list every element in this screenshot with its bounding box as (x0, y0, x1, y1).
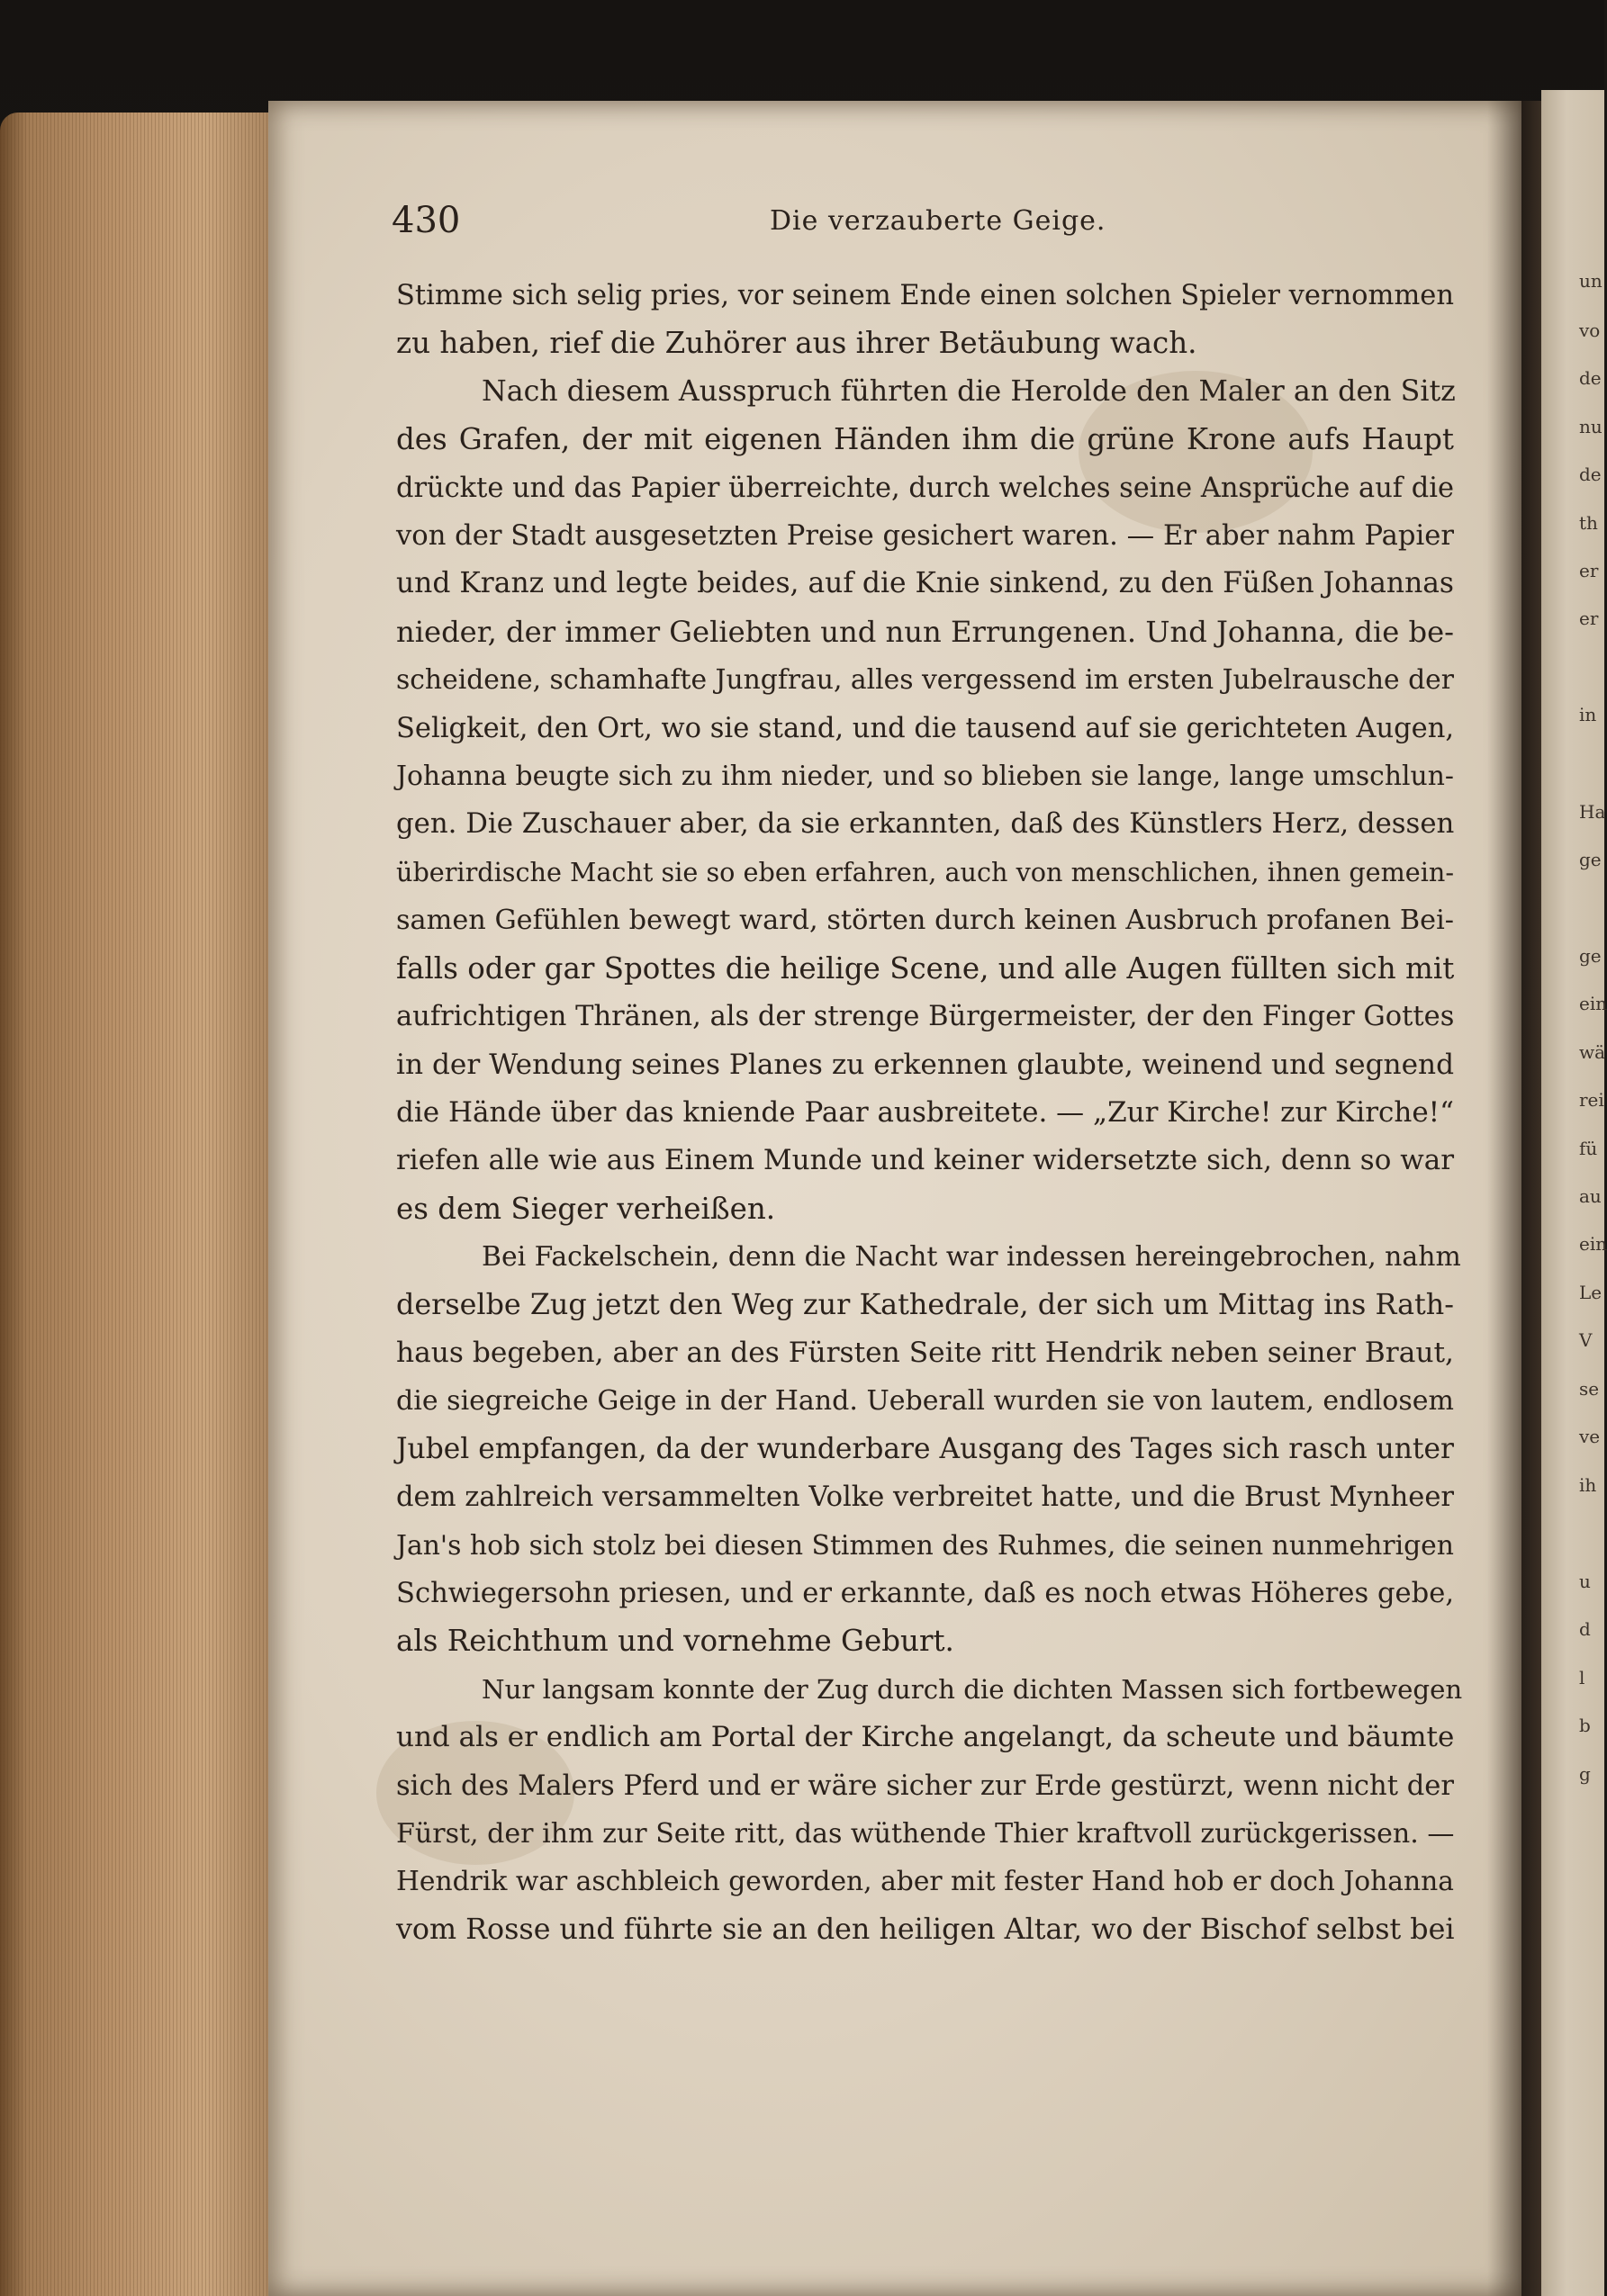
facing-page-fragment: se (1579, 1378, 1600, 1400)
text-line: falls oder gar Spottes die heilige Scene, und alle Augen füllten sich mit (396, 950, 1455, 986)
facing-page-fragment: g (1579, 1763, 1591, 1785)
text-line: aufrichtigen Thränen, als der strenge Bürgermeister, der den Finger Gottes (396, 1001, 1455, 1033)
text-line: drückte und das Papier überreichte, durch welches seine Ansprüche auf die (396, 472, 1454, 504)
text-line: riefen alle wie aus Einem Munde und keiner widersetzte sich, denn so war (396, 1144, 1454, 1177)
text-line: nieder, der immer Geliebten und nun Errungenen. Und Johanna, die be- (396, 614, 1455, 649)
text-line: überirdische Macht sie so eben erfahren, auch von menschlichen, ihnen gemein- (396, 856, 1454, 887)
text-line: die Hände über das kniende Paar ausbreitete. — „Zur Kirche! zur Kirche!“ (396, 1095, 1454, 1129)
facing-page-fragment: d (1579, 1618, 1591, 1640)
text-line: derselbe Zug jetzt den Weg zur Kathedrale, der sich um Mittag ins Rath- (396, 1288, 1454, 1321)
facing-page-fragment: l (1579, 1667, 1585, 1688)
running-head: Die verzauberte Geige. (770, 205, 1106, 237)
text-line: und Kranz und legte beides, auf die Knie sinkend, zu den Füßen Johannas (396, 567, 1454, 600)
book-gutter (1487, 101, 1541, 2296)
facing-page-fragment: ein (1579, 1233, 1607, 1255)
facing-page-fragment: er (1579, 560, 1599, 581)
page-header (392, 200, 1454, 254)
text-line: Stimme sich selig pries, vor seinem Ende einen solchen Spieler vernommen (396, 280, 1454, 311)
facing-page-fragment: b (1579, 1715, 1591, 1736)
text-line: Nach diesem Ausspruch führten die Herolde den Maler an den Sitz (482, 374, 1456, 408)
facing-page-fragment: rei (1579, 1089, 1604, 1111)
text-line: Nur langsam konnte der Zug durch die dichten Massen sich fortbewegen (482, 1673, 1463, 1705)
text-line: Schwiegersohn priesen, und er erkannte, daß es noch etwas Höheres gebe, (396, 1577, 1455, 1609)
facing-page-fragment: au (1579, 1185, 1602, 1207)
facing-page-fragment: u (1579, 1571, 1591, 1592)
text-line: Johanna beugte sich zu ihm nieder, und so blieben sie lange, lange umschlun- (396, 761, 1454, 793)
text-line: Hendrik war aschbleich geworden, aber mit fester Hand hob er doch Johanna (396, 1866, 1454, 1898)
text-line: Jan's hob sich stolz bei diesen Stimmen des Ruhmes, die seinen nunmehrigen (396, 1529, 1454, 1562)
text-line: des Grafen, der mit eigenen Händen ihm die grüne Krone aufs Haupt (396, 422, 1454, 457)
text-line: gen. Die Zuschauer aber, da sie erkannten, daß des Künstlers Herz, dessen (396, 807, 1455, 841)
facing-page-fragment: un (1579, 270, 1602, 292)
facing-page-strip (1541, 90, 1607, 2296)
facing-page-fragment: V (1579, 1329, 1593, 1351)
facing-page-fragment: Ha (1579, 801, 1606, 823)
facing-page-fragment: nu (1579, 416, 1602, 437)
text-line: haus begeben, aber an des Fürsten Seite ritt Hendrik neben seiner Braut, (396, 1336, 1454, 1369)
text-line: Fürst, der ihm zur Seite ritt, das wüthende Thier kraftvoll zurückgerissen. — (396, 1818, 1455, 1850)
page-block-edge (0, 113, 275, 2296)
facing-page-fragment: de (1579, 367, 1602, 389)
facing-page-fragment: ge (1579, 945, 1602, 967)
facing-page-fragment: er (1579, 608, 1599, 629)
text-line: als Reichthum und vornehme Geburt. (396, 1624, 954, 1659)
facing-page-fragment: wä (1579, 1041, 1606, 1063)
text-line: vom Rosse und führte sie an den heiligen Altar, wo der Bischof selbst bei (396, 1913, 1455, 1946)
facing-page-fragment: vo (1579, 320, 1601, 341)
facing-page-fragment: ge (1579, 849, 1602, 870)
facing-page-fragment: in (1579, 704, 1597, 725)
facing-page-fragment: ve (1579, 1426, 1601, 1447)
text-line: die siegreiche Geige in der Hand. Ueberall wurden sie von lautem, endlosem (396, 1385, 1454, 1418)
text-line: dem zahlreich versammelten Volke verbreitet hatte, und die Brust Mynheer (396, 1481, 1455, 1514)
text-line: Seligkeit, den Ort, wo sie stand, und die tausend auf sie gerichteten Augen, (396, 712, 1455, 744)
page-number: 430 (392, 200, 461, 241)
text-line: und als er endlich am Portal der Kirche angelangt, da scheute und bäumte (396, 1721, 1455, 1754)
facing-page-fragment: Le (1579, 1282, 1602, 1303)
text-line: samen Gefühlen bewegt ward, störten durch keinen Ausbruch profanen Bei- (396, 905, 1454, 937)
facing-page-fragment: th (1579, 512, 1598, 534)
text-line: sich des Malers Pferd und er wäre sicher zur Erde gestürzt, wenn nicht der (396, 1769, 1454, 1802)
text-line: scheidene, schamhafte Jungfrau, alles vergessend im ersten Jubelrausche der (396, 664, 1454, 697)
facing-page-fragment: de (1579, 464, 1602, 485)
text-line: zu haben, rief die Zuhörer aus ihrer Betäubung wach. (396, 326, 1197, 361)
text-line: von der Stadt ausgesetzten Preise gesichert waren. — Er aber nahm Papier (396, 520, 1454, 553)
text-line: Jubel empfangen, da der wunderbare Ausgang des Tages sich rasch unter (396, 1432, 1454, 1465)
facing-page-fragment: ih (1579, 1474, 1597, 1496)
facing-page-fragment: ein (1579, 993, 1607, 1014)
text-line: es dem Sieger verheißen. (396, 1191, 776, 1226)
facing-page-fragment: fü (1579, 1138, 1598, 1159)
text-line: in der Wendung seines Planes zu erkennen glaubte, weinend und segnend (396, 1048, 1454, 1081)
text-line: Bei Fackelschein, denn die Nacht war indessen hereingebrochen, nahm (482, 1241, 1461, 1274)
body-text (396, 272, 1463, 1954)
